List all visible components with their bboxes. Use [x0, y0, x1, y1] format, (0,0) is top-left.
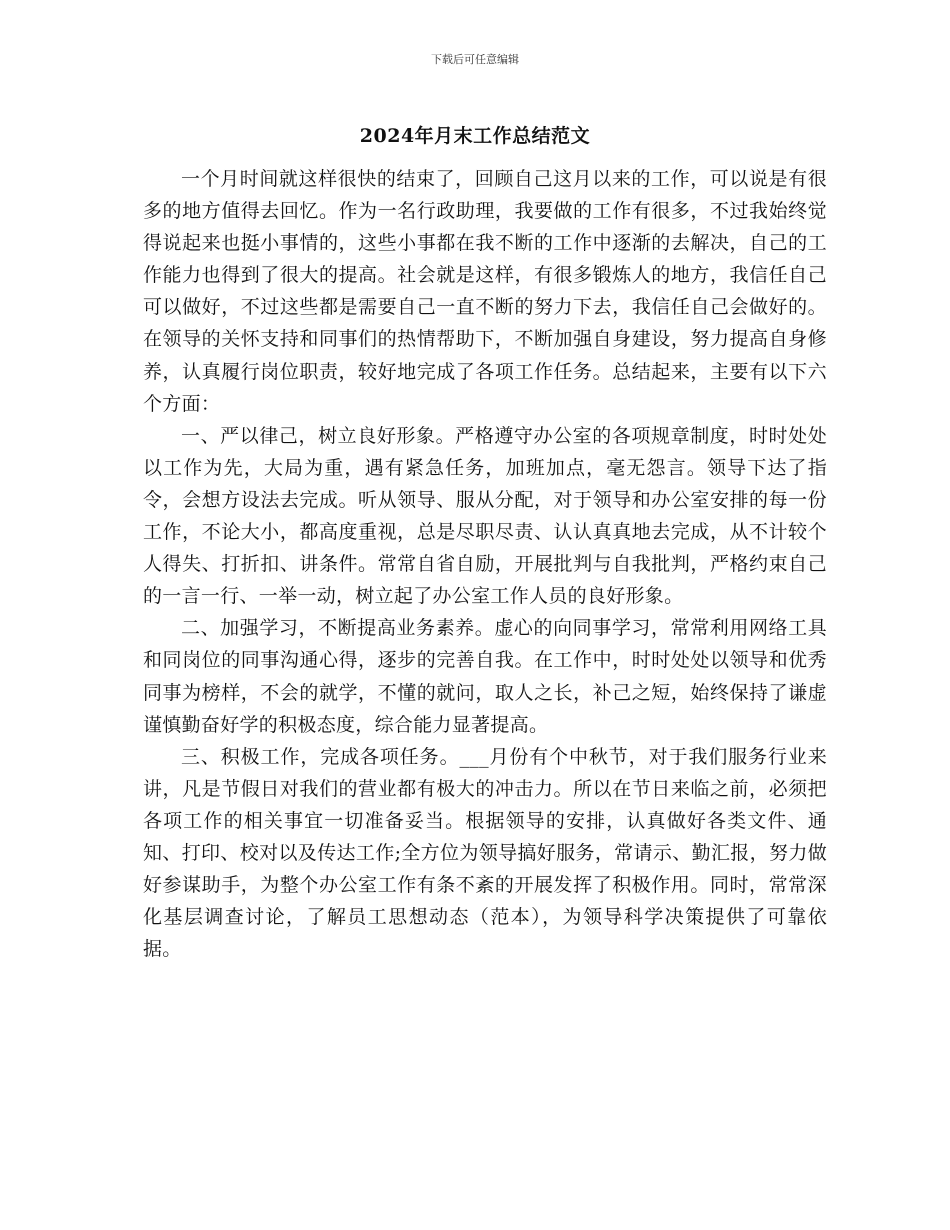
document-title: 2024年月末工作总结范文 — [359, 125, 591, 147]
paragraph-section-2: 二、加强学习，不断提高业务素养。虚心的向同事学习，常常利用网络工具和同岗位的同事沟通心得，逐步的完善自我。在工作中，时时处处以领导和优秀同事为榜样，不会的就学，不懂的就问，取人之长，补己之短，始终保持了谦虚谨慎勤奋好学的积极态度，综合能力显著提高。 — [143, 617, 827, 736]
paragraph-section-3: 三、积极工作，完成各项任务。___月份有个中秋节，对于我们服务行业来讲，凡是节假日对我们的营业都有极大的冲击力。所以在节日来临之前，必须把各项工作的相关事宜一切准备妥当。根据领导的安排，认真做好各类文件、通知、打印、校对以及传达工作;全方位为领导搞好服务，常请示、勤汇报，努力做好参谋助手，为整个办公室工作有条不紊的开展发挥了积极作用。同时，常常深化基层调查讨论，了解员工思想动态（范本），为领导科学决策提供了可靠依据。 — [143, 745, 827, 961]
header-note: 下载后可任意编辑 — [431, 53, 519, 66]
paragraph-section-1: 一、严以律己，树立良好形象。严格遵守办公室的各项规章制度，时时处处以工作为先，大局为重，遇有紧急任务，加班加点，毫无怨言。领导下达了指令，会想方设法去完成。听从领导、服从分配，对于领导和办公室安排的每一份工作，不论大小，都高度重视，总是尽职尽责、认认真真地去完成，从不计较个人得失、打折扣、讲条件。常常自省自励，开展批判与自我批判，严格约束自己的一言一行、一举一动，树立起了办公室工作人员的良好形象。 — [143, 424, 827, 608]
document-body — [143, 163, 827, 965]
paragraph-intro: 一个月时间就这样很快的结束了，回顾自己这月以来的工作，可以说是有很多的地方值得去回忆。作为一名行政助理，我要做的工作有很多，不过我始终觉得说起来也挺小事情的，这些小事都在我不断的工作中逐渐的去解决，自己的工作能力也得到了很大的提高。社会就是这样，有很多锻炼人的地方，我信任自己可以做好，不过这些都是需要自己一直不断的努力下去，我信任自己会做好的。在领导的关怀支持和同事们的热情帮助下，不断加强自身建设，努力提高自身修养，认真履行岗位职责，较好地完成了各项工作任务。总结起来，主要有以下六个方面： — [143, 168, 827, 415]
